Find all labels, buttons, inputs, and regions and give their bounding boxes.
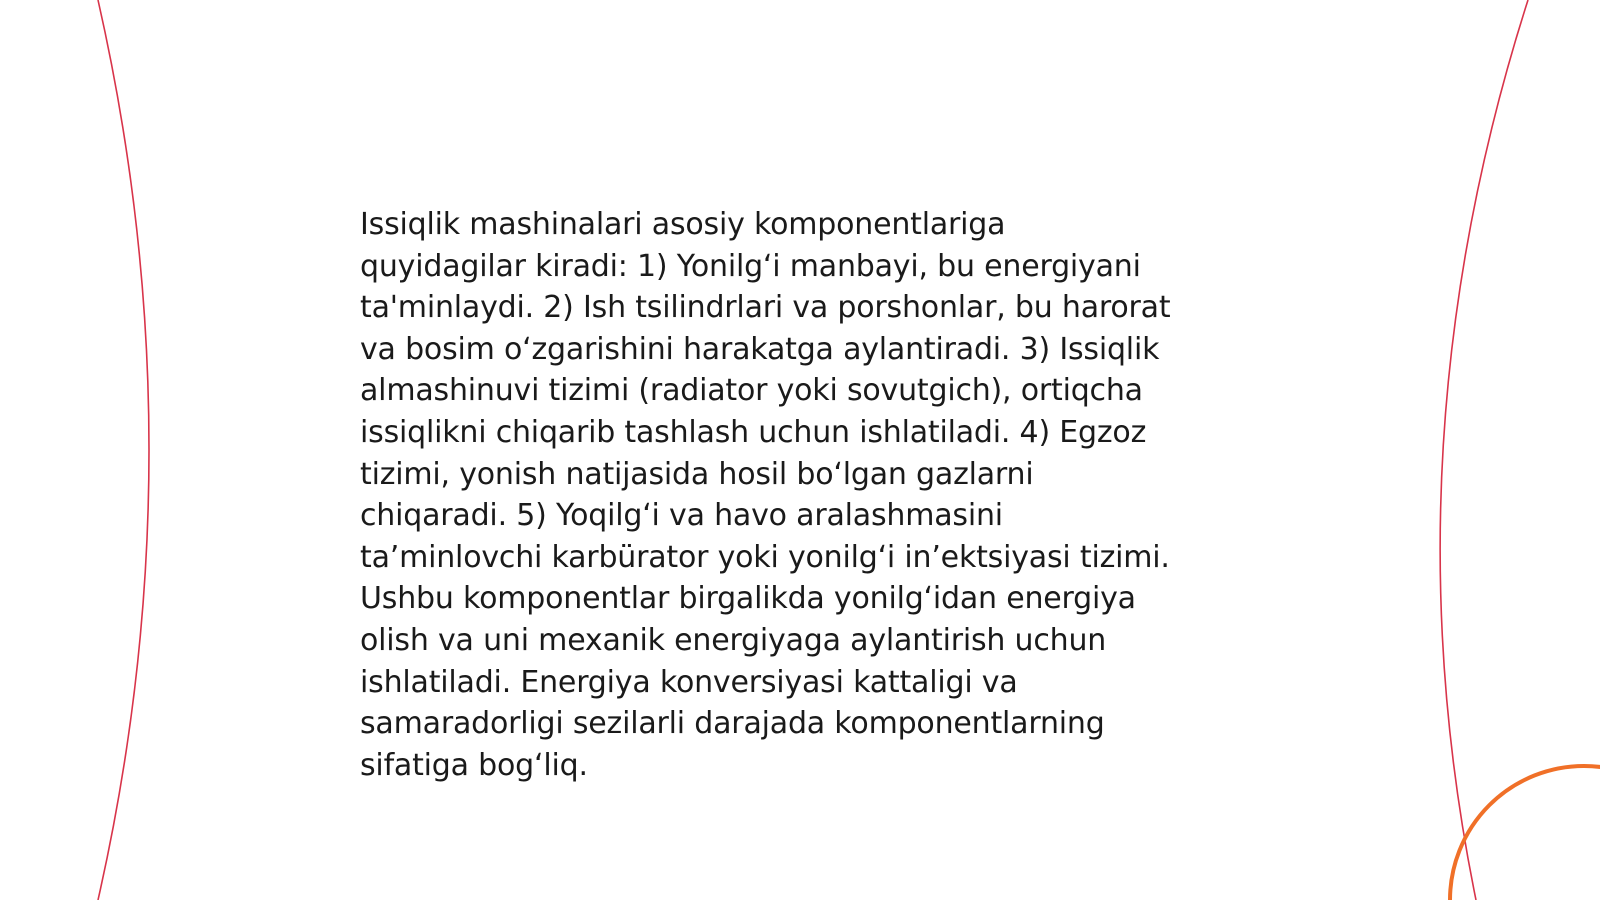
right-arc-line [1440,0,1528,900]
slide-body-text: Issiqlik mashinalari asosiy komponentlariga quyidagilar kiradi: 1) Yonilg‘i manbayi, bu energiyani ta'minlaydi. 2) Ish tsilindrlari va porshonlar, bu harorat va bosim o‘zgarishini harakatga aylantiradi. 3) Issiqlik almashinuvi tizimi (radiator yoki sovutgich), ortiqcha issiqlikni chiqarib tashlash uchun ishlatiladi. 4) Egzoz tizimi, yonish natijasida hosil bo‘lgan gazlarni chiqaradi. 5) Yoqilg‘i va havo aralashmasini ta’minlovchi karbürator yoki yonilg‘i in’ektsiyasi tizimi. Ushbu komponentlar birgalikda yonilg‘idan energiya olish va uni mexanik energiyaga aylantirish uchun ishlatiladi. Energiya konversiyasi kattaligi va samaradorligi sezilarli darajada komponentlarning sifatiga bog‘liq. [360,207,1171,783]
left-arc-line [98,0,149,900]
